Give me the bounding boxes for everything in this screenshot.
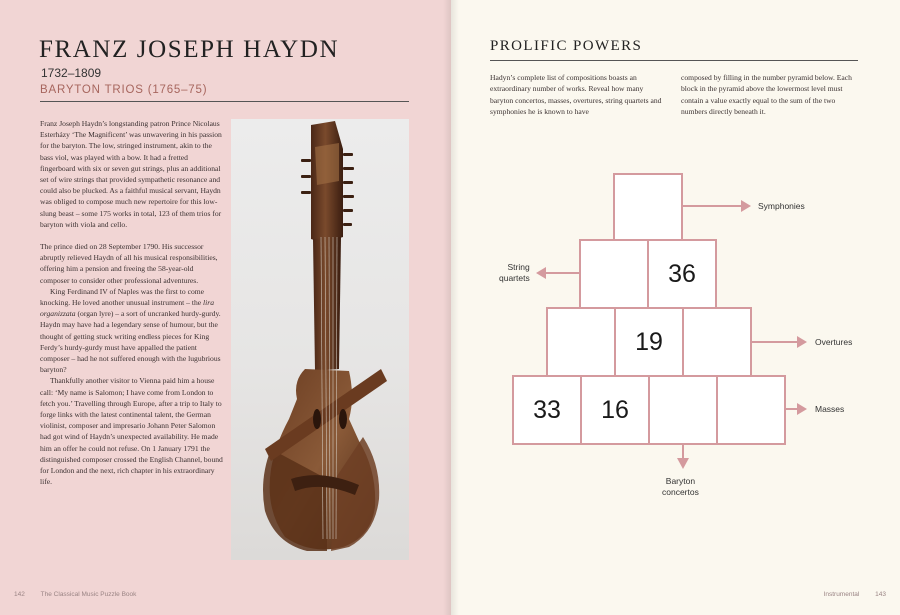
pyramid-block-row4-1: 33 <box>512 375 582 445</box>
symphonies-label: Symphonies <box>758 201 805 211</box>
footer-left <box>14 591 136 598</box>
paragraph-3: King Ferdinand IV of Naples was the first to come knocking. He loved another unusual instrument – the lira organizzata (organ lyre) – a sort of uncranked hurdy-gurdy. Haydn may have had a legendary sense of humour, but the thought of getting stuck writing endless pieces for King Ferdy’s hurdy-gurdy must have appalled the patient composer – had he not suffered enough with the lugubrious baryton? <box>40 286 221 375</box>
book-title: The Classical Music Puzzle Book <box>40 591 137 598</box>
page-number-right: 143 <box>875 591 886 598</box>
composer-dates: 1732–1809 <box>41 66 102 80</box>
pyramid-block-symphonies[interactable] <box>613 173 683 241</box>
pyramid-block-string-quartets[interactable] <box>579 239 649 309</box>
paragraph-1: Franz Joseph Haydn’s longstanding patron Prince Nicolaus Esterházy ‘The Magnificent’ was unwavering in his passion for the baryton. The low, stringed instrument, akin to the bass viol, was played with a bow. It had a fretted fingerboard with six or seven gut strings, plus an additional set of wire strings that provided sympathetic resonance and could also be plucked. As a faithful musical servant, Haydn was obliged to compose much new repertoire for this low-slung beast – some 175 works in total, 123 of them trios for baryton with viola and cello. <box>40 119 222 229</box>
title-rule <box>40 101 409 102</box>
pyramid-block-row2-right: 36 <box>647 239 717 309</box>
pyramid-block-overtures[interactable] <box>682 307 752 377</box>
masses-arrow-head <box>797 403 807 415</box>
pyramid-block-row3-left[interactable] <box>546 307 616 377</box>
footer-right <box>824 591 886 598</box>
pyramid-block-row4-2: 16 <box>580 375 650 445</box>
instructions-column-2: composed by filling in the number pyramid below. Each block in the pyramid above the lowermost level must contain a value exactly equal to the sum of the two numbers directly beneath it. <box>681 73 852 116</box>
instrument-term: lira organizzata <box>40 298 215 319</box>
page-number: 142 <box>14 591 25 598</box>
overtures-arrow-line <box>752 341 798 343</box>
string-quartets-arrow-head <box>536 267 546 279</box>
baryton-concertos-arrow-head <box>677 458 689 469</box>
paragraph-4: Thankfully another visitor to Vienna paid him a house call: ‘My name is Salomon; I have come from London to fetch you.’ Travelling through Europe, after a trip to Italy to forge links with the latest continental talent, the German violinist, composer and impresario Johann Peter Salomon had got wind of Haydn’s unexpected availability. He made him an offer he could not refuse. On 1 January 1791 the distinguished composer crossed the English Channel, bound for London and the next, rich chapter in his extraordinary life. <box>40 376 223 487</box>
puzzle-title: PROLIFIC POWERS <box>490 38 643 54</box>
overtures-arrow-head <box>797 336 807 348</box>
section-name: Instrumental <box>823 591 860 598</box>
baryton-photo <box>231 119 409 560</box>
section-subtitle: BARYTON TRIOS (1765–75) <box>40 84 208 96</box>
string-quartets-label: String quartets <box>499 262 530 283</box>
overtures-label: Overtures <box>815 337 853 347</box>
baryton-concertos-arrow-line <box>682 445 684 459</box>
pyramid-block-row3-middle: 19 <box>614 307 684 377</box>
baryton-concertos-label: Baryton concertos <box>662 476 699 497</box>
article-body <box>40 118 223 488</box>
string-quartets-arrow-line <box>545 272 579 274</box>
pyramid-block-masses[interactable] <box>716 375 786 445</box>
masses-label: Masses <box>815 404 845 414</box>
symphonies-arrow-line <box>683 205 741 207</box>
baryton-image <box>231 119 409 560</box>
pyramid-block-baryton-concertos[interactable] <box>648 375 718 445</box>
instructions-column-1: Hadyn’s complete list of compositions boasts an extraordinary number of works. Reveal how many baryton concertos, masses, overtures, string quartets and symphonies he is known to have <box>490 73 662 116</box>
paragraph-2: The prince died on 28 September 1790. His successor abruptly relieved Haydn of all his musical responsibilities, offering him a pension and freeing the 58-year-old composer to consider other professional adventures. <box>40 242 218 285</box>
page-title: FRANZ JOSEPH HAYDN <box>39 36 340 63</box>
book-gutter <box>443 0 459 615</box>
puzzle-title-rule <box>490 60 858 61</box>
symphonies-arrow-head <box>741 200 751 212</box>
